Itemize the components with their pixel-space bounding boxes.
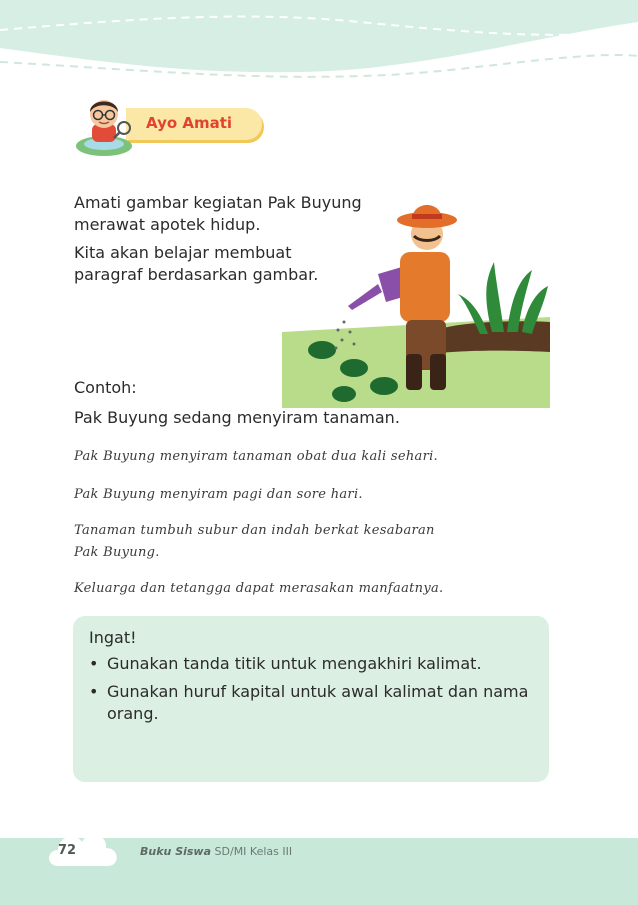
handwritten-line: Pak Buyung menyiram pagi dan sore hari. — [74, 487, 363, 502]
badge-label: Ayo Amati — [146, 114, 233, 132]
footer-book-info — [140, 845, 292, 858]
reminder-item-text: Gunakan tanda titik untuk mengakhiri kalimat. — [107, 654, 482, 673]
boy-with-magnifier-icon — [74, 88, 144, 160]
footer-book-subtitle: SD/MI Kelas III — [214, 845, 293, 858]
intro-paragraph-1: Amati gambar kegiatan Pak Buyung merawat apotek hidup. — [74, 193, 362, 234]
bullet-icon: • — [89, 654, 99, 673]
reminder-title: Ingat! — [89, 628, 137, 647]
reminder-box — [73, 616, 549, 782]
example-sentence: Pak Buyung sedang menyiram tanaman. — [74, 408, 400, 427]
cloud-icon — [44, 822, 124, 878]
reminder-item — [89, 653, 533, 675]
intro-paragraph-2: Kita akan belajar membuat paragraf berdasarkan gambar. — [74, 243, 319, 284]
footer-book-title: Buku Siswa — [140, 845, 212, 858]
header-wave-decoration — [0, 0, 638, 90]
handwritten-line: Tanaman tumbuh subur dan indah berkat kesabaran — [74, 523, 435, 538]
handwritten-line: Keluarga dan tetangga dapat merasakan manfaatnya. — [74, 581, 444, 596]
page-number: 72 — [58, 843, 77, 858]
example-label: Contoh: — [74, 378, 137, 397]
bullet-icon: • — [89, 682, 99, 701]
handwritten-paragraph — [74, 444, 544, 602]
farmer-watering-plants-illustration — [282, 182, 550, 408]
reminder-item-text: Gunakan huruf kapital untuk awal kalimat dan nama orang. — [107, 682, 529, 723]
reminder-item — [89, 681, 533, 725]
section-badge — [74, 88, 264, 160]
handwritten-line: Pak Buyung. — [74, 545, 160, 560]
handwritten-line: Pak Buyung menyiram tanaman obat dua kali sehari. — [74, 449, 438, 464]
